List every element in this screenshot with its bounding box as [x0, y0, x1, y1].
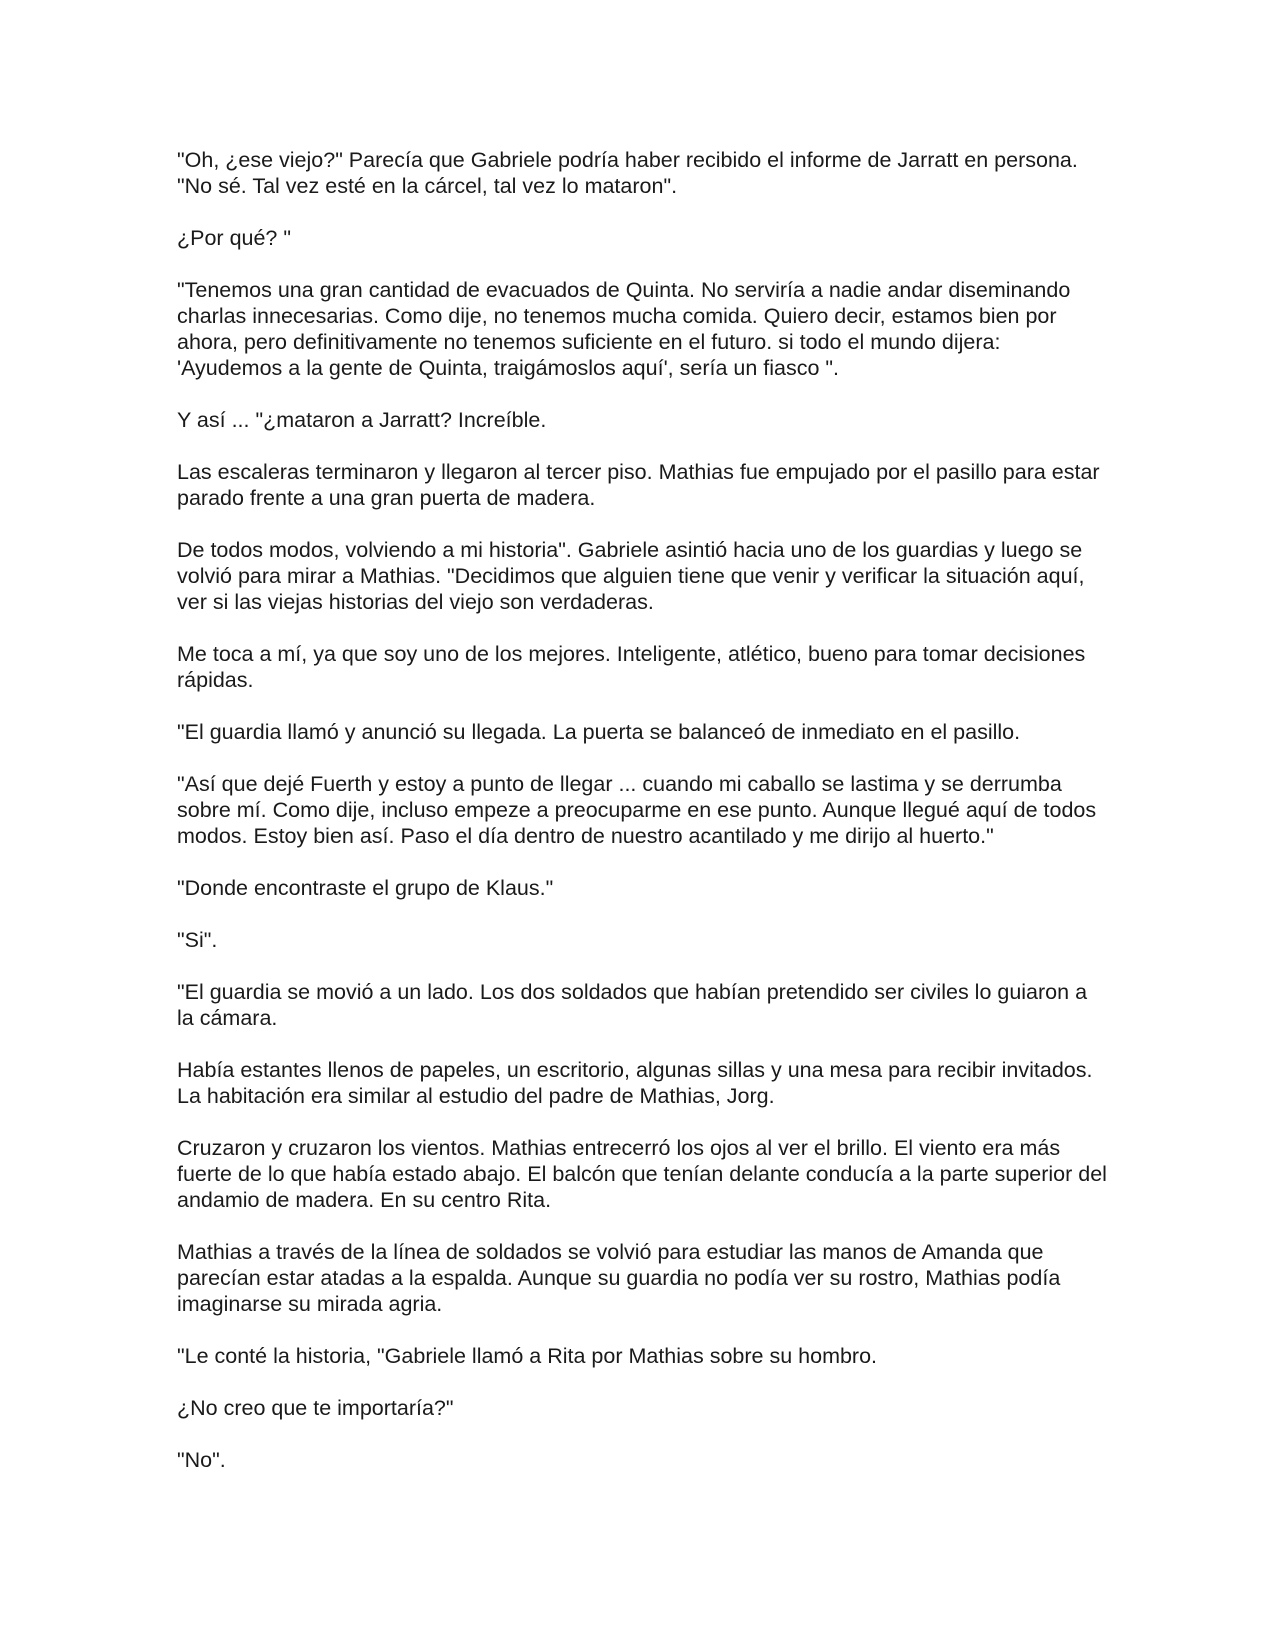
paragraph: "Tenemos una gran cantidad de evacuados de Quinta. No serviría a nadie andar diseminando charlas innecesarias. Como dije, no tenemos mucha comida. Quiero decir, estamos bien por ahora, pero definitivamente no tenemos suficiente en el futuro. si todo el mundo dijera: 'Ayudemos a la gente de Quinta, traigámoslos aquí', sería un fiasco ". — [177, 278, 1071, 380]
paragraph: Cruzaron y cruzaron los vientos. Mathias entrecerró los ojos al ver el brillo. El viento era más fuerte de lo que había estado abajo. El balcón que tenían delante conducía a la parte superior del andamio de madera. En su centro Rita. — [177, 1136, 1107, 1212]
paragraph: ¿Por qué? " — [177, 226, 291, 250]
paragraph: Había estantes llenos de papeles, un escritorio, algunas sillas y una mesa para recibir invitados. La habitación era similar al estudio del padre de Mathias, Jorg. — [177, 1058, 1093, 1108]
paragraph: ¿No creo que te importaría?" — [177, 1396, 454, 1420]
paragraph: "Oh, ¿ese viejo?" Parecía que Gabriele podría haber recibido el informe de Jarratt en persona. "No sé. Tal vez esté en la cárcel, tal vez lo mataron". — [177, 148, 1078, 198]
paragraph: Mathias a través de la línea de soldados se volvió para estudiar las manos de Amanda que parecían estar atadas a la espalda. Aunque su guardia no podía ver su rostro, Mathias podía imaginarse su mirada agria. — [177, 1240, 1061, 1316]
paragraph: "Así que dejé Fuerth y estoy a punto de llegar ... cuando mi caballo se lastima y se derrumba sobre mí. Como dije, incluso empeze a preocuparme en ese punto. Aunque llegué aquí de todos modos. Estoy bien así. Paso el día dentro de nuestro acantilado y me dirijo al huerto." — [177, 772, 1097, 848]
paragraph: De todos modos, volviendo a mi historia". Gabriele asintió hacia uno de los guardias y luego se volvió para mirar a Mathias. "Decidimos que alguien tiene que venir y verificar la situación aquí, ver si las viejas historias del viejo son verdaderas. — [177, 538, 1085, 614]
paragraph: "Donde encontraste el grupo de Klaus." — [177, 876, 554, 900]
paragraph: Me toca a mí, ya que soy uno de los mejores. Inteligente, atlético, bueno para tomar decisiones rápidas. — [177, 642, 1086, 692]
paragraph: "El guardia se movió a un lado. Los dos soldados que habían pretendido ser civiles lo guiaron a la cámara. — [177, 980, 1088, 1030]
paragraph: "El guardia llamó y anunció su llegada. La puerta se balanceó de inmediato en el pasillo. — [177, 720, 1021, 744]
paragraph: "Le conté la historia, "Gabriele llamó a Rita por Mathias sobre su hombro. — [177, 1344, 878, 1368]
paragraph: Y así ... "¿mataron a Jarratt? Increíble. — [177, 408, 547, 432]
paragraph: Las escaleras terminaron y llegaron al tercer piso. Mathias fue empujado por el pasillo para estar parado frente a una gran puerta de madera. — [177, 460, 1100, 510]
document-page — [177, 147, 1107, 1499]
paragraph: "No". — [177, 1448, 226, 1472]
paragraph: "Si". — [177, 928, 218, 952]
